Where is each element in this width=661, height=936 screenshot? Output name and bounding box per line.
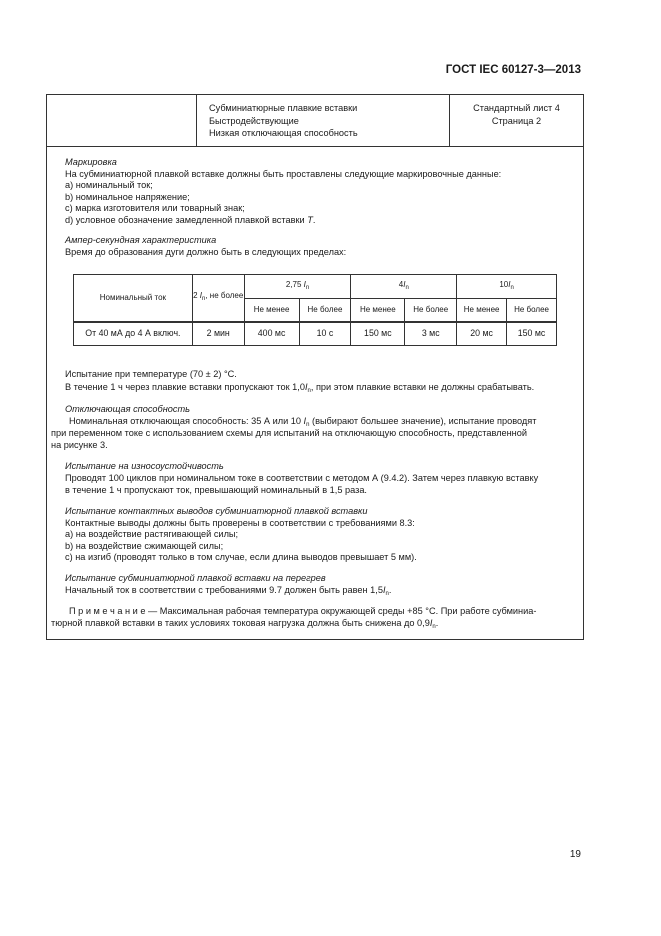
sheet-header (47, 95, 583, 147)
endurance-line: Проводят 100 циклов при номинальном токе в соответствии с методом А (9.4.2). Затем через плавкую вставку (65, 473, 539, 483)
col-header-min: Не менее (457, 299, 507, 323)
table-cell: 20 мс (457, 322, 507, 346)
col-header-min: Не менее (351, 299, 405, 323)
note-line: П р и м е ч а н и е — Максимальная рабочая температура окружающей среды +85 °С. При работе субминиа- (69, 606, 537, 616)
page-number-label: Страница 2 (491, 115, 542, 126)
breaking-line: при переменном токе с использованием схемы для испытаний на отключающую способность, представленной (51, 428, 527, 438)
overheat-title: Испытание субминиатюрной плавкой вставки на перегрев (65, 573, 326, 583)
temp-line: Испытание при температуре (70 ± 2) °С. (65, 369, 237, 379)
header-title-line: Быстродействующие (209, 115, 299, 126)
temp-line: В течение 1 ч через плавкие вставки пропускают ток $1,0I_n$, при этом плавкие вставки не должны срабатывать. (65, 382, 535, 394)
marking-item: a) номинальный ток; (65, 180, 153, 190)
col-header-rated-current: Номинальный ток (74, 275, 193, 323)
col-header-2in: 2 $I_n$, не более (192, 275, 244, 323)
marking-item-d: d) условное обозначение замедленной плавкой вставки T. (65, 215, 316, 225)
group-header-10in: $10I_n$ (457, 275, 557, 299)
col-header-min: Не менее (244, 299, 299, 323)
breaking-line: на рисунке 3. (51, 440, 108, 450)
header-empty-cell (47, 95, 197, 146)
terminals-item: c) на изгиб (проводят только в том случае, если длина выводов превышает 5 мм). (65, 552, 417, 562)
table-cell: 150 мс (351, 322, 405, 346)
breaking-title: Отключающая способность (65, 404, 190, 414)
table-cell: 2 мин (192, 322, 244, 346)
note-label: П р и м е ч а н и е (69, 606, 146, 616)
marking-item: b) номинальное напряжение; (65, 192, 190, 202)
overheat-line: Начальный ток в соответствии с требованиями 9.7 должен быть равен $1,5I_n$. (65, 585, 392, 597)
header-title-line: Низкая отключающая способность (209, 128, 358, 138)
marking-title: Маркировка (65, 157, 117, 167)
table-cell: От 40 мА до 4 А включ. (74, 322, 193, 346)
note-line: тюрной плавкой вставки в таких условиях токовая нагрузка должна быть снижена до $0,9I_n$. (51, 618, 439, 630)
terminals-item: b) на воздействие сжимающей силы; (65, 541, 224, 551)
endurance-line: в течение 1 ч пропускают ток, превышающий номинальный в 1,5 раза. (65, 485, 367, 495)
group-header-4in: $4I_n$ (351, 275, 457, 299)
header-title-cell (197, 95, 450, 146)
col-header-max: Не более (507, 299, 557, 323)
marking-item: c) марка изготовителя или товарный знак; (65, 203, 245, 213)
group-header-2-75in: 2,75 $I_n$ (244, 275, 351, 299)
ampsec-title: Ампер-секундная характеристика (65, 235, 217, 245)
breaking-line: Номинальная отключающая способность: 35 А или 10 $I_n$ (выбирают большее значение), испытание проводят (69, 416, 537, 428)
col-header-max: Не более (299, 299, 351, 323)
ampsec-intro: Время до образования дуги должно быть в следующих пределах: (65, 247, 347, 257)
standard-sheet-frame (46, 94, 584, 640)
page-number: 19 (569, 849, 581, 860)
table-cell: 3 мс (405, 322, 457, 346)
terminals-title: Испытание контактных выводов субминиатюрной плавкой вставки (65, 506, 368, 516)
table-cell: 400 мс (244, 322, 299, 346)
header-sheet-cell (450, 95, 583, 153)
sheet-number: Стандартный лист 4 (473, 103, 560, 113)
table-cell: 150 мс (507, 322, 557, 346)
standard-designation: ГОСТ IEC 60127-3—2013 (445, 64, 581, 76)
table-cell: 10 с (299, 322, 351, 346)
col-header-max: Не более (405, 299, 457, 323)
endurance-title: Испытание на износоустойчивость (65, 461, 224, 471)
table-row (74, 322, 557, 346)
time-current-table (73, 274, 557, 346)
terminals-item: a) на воздействие растягивающей силы; (65, 529, 239, 539)
terminals-line: Контактные выводы должны быть проверены в соответствии с требованиями 8.3: (65, 518, 415, 528)
header-title-line: Субминиатюрные плавкие вставки (209, 103, 358, 113)
marking-intro: На субминиатюрной плавкой вставке должны быть проставлены следующие маркировочные данные: (65, 169, 502, 179)
